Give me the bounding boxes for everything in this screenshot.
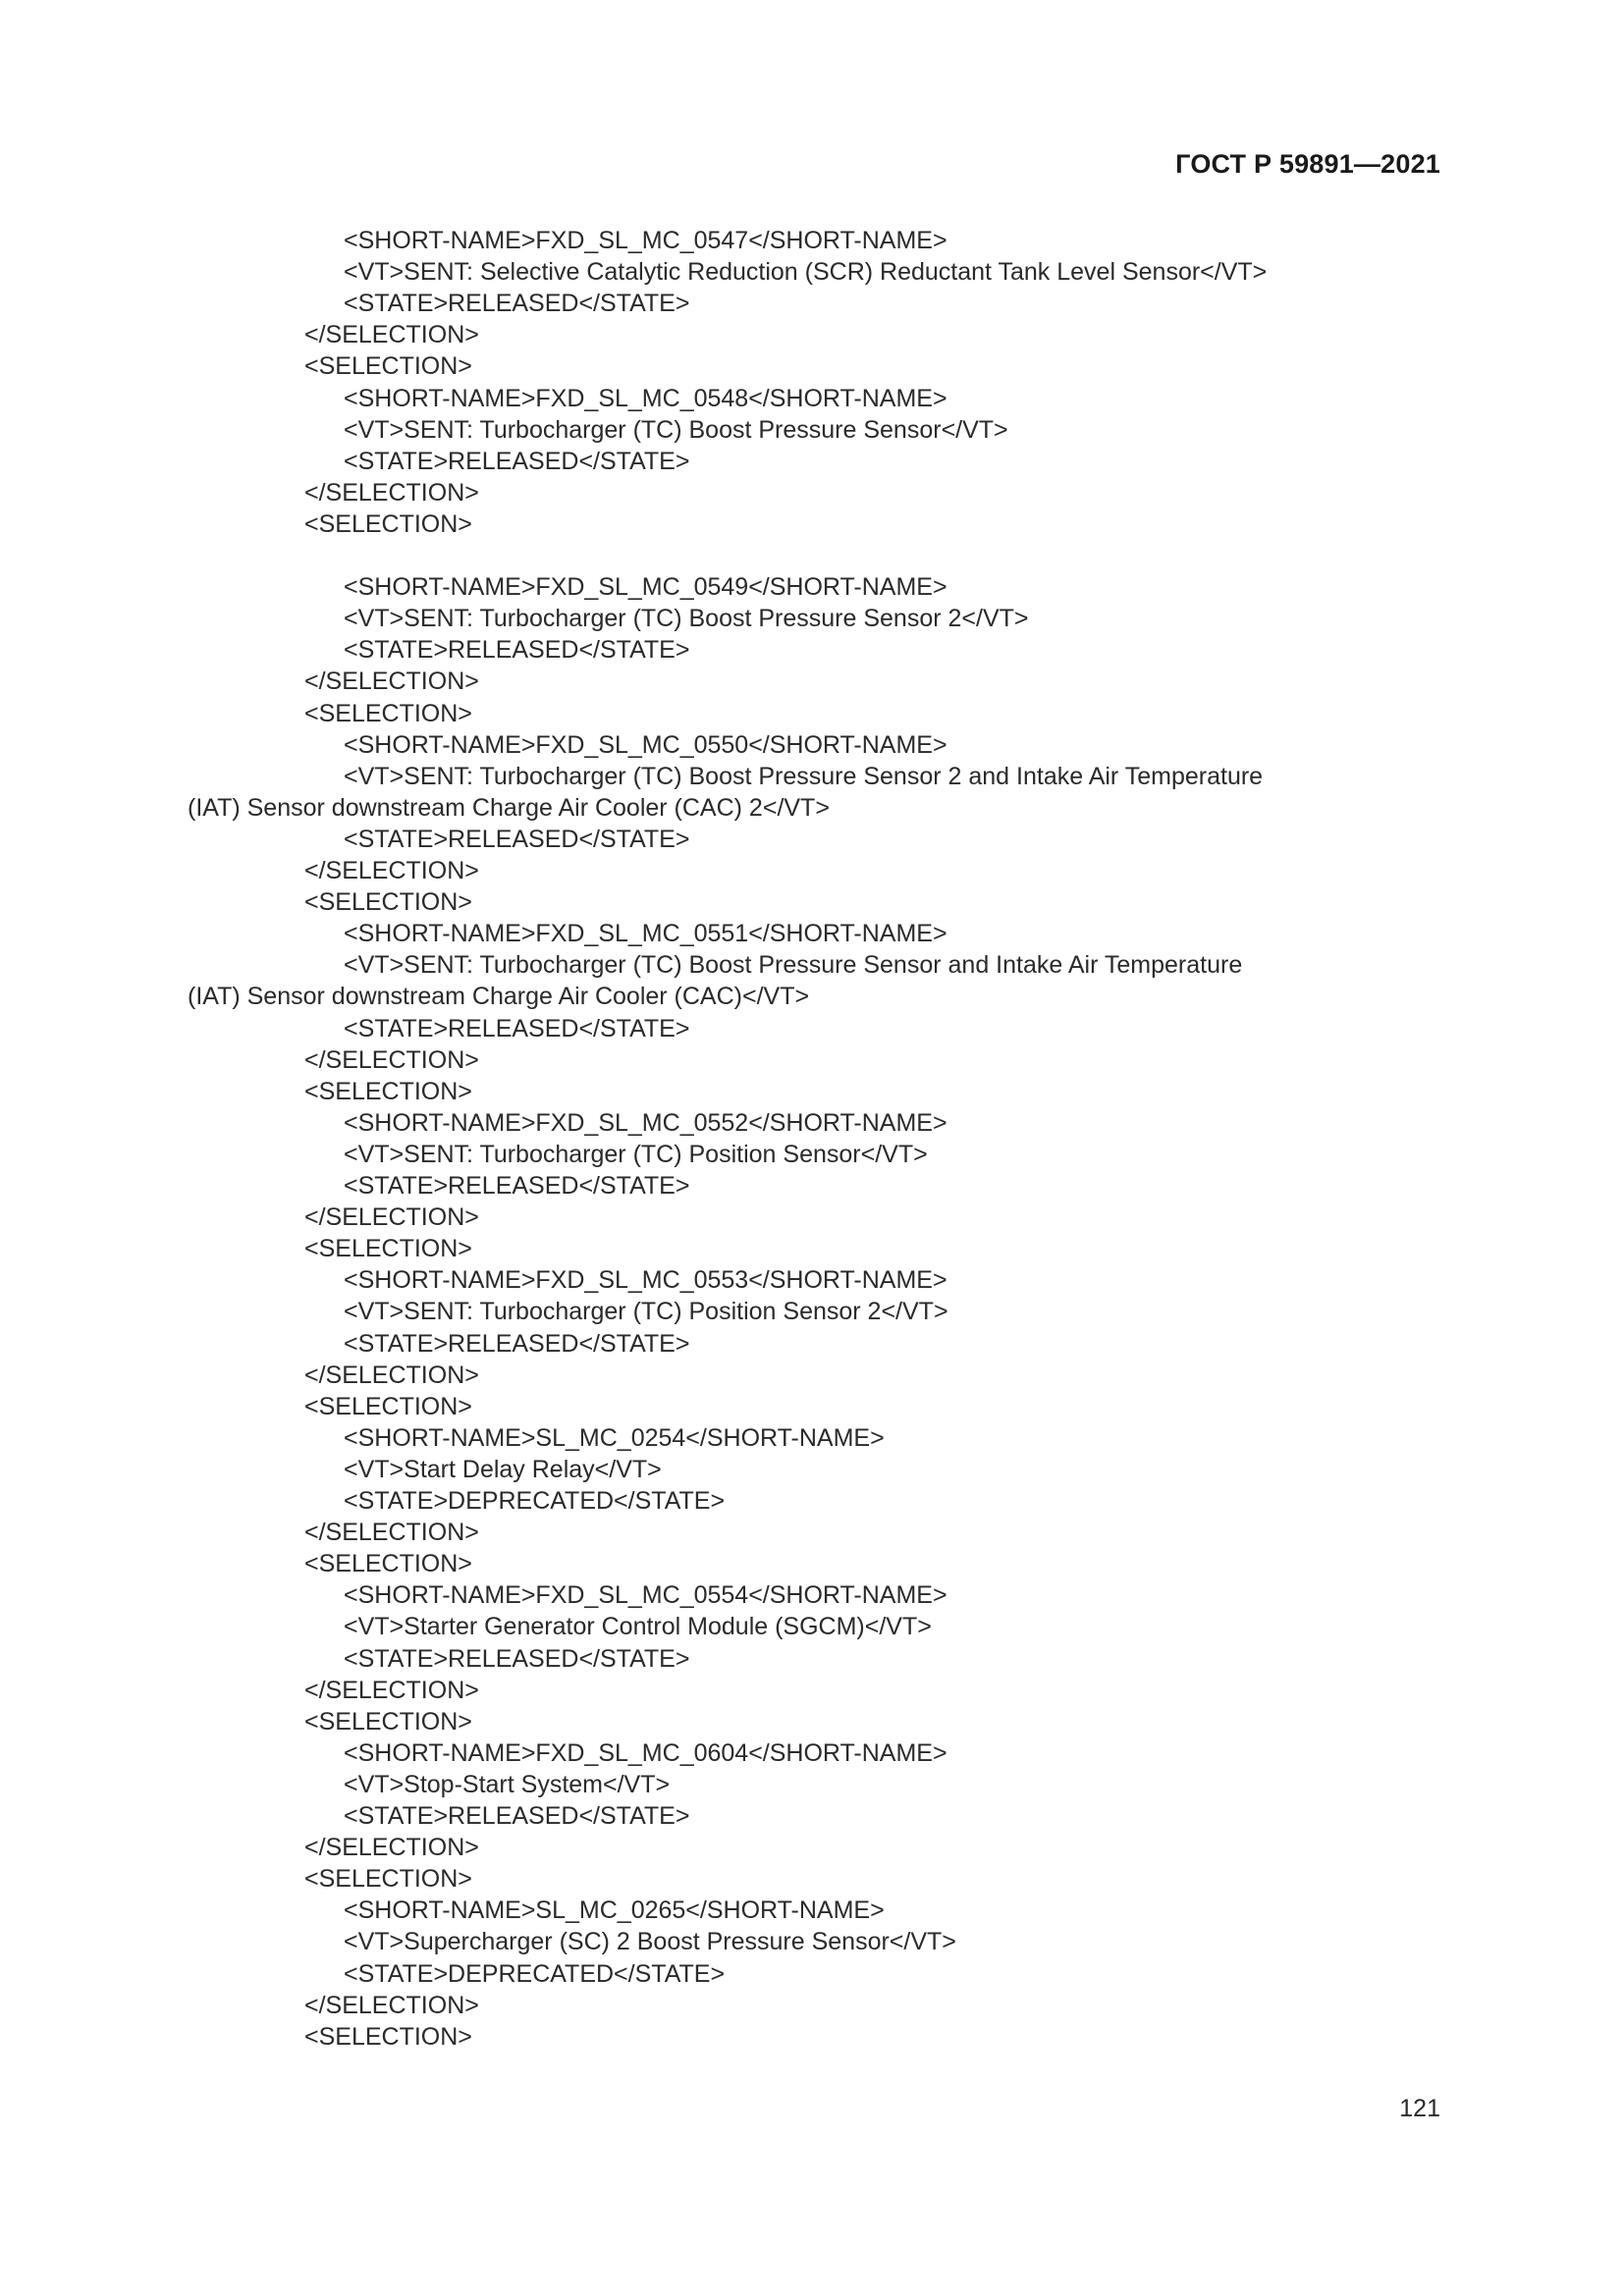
xml-line: <VT>Starter Generator Control Module (SGCM)</VT> bbox=[344, 1613, 932, 1640]
xml-line: <VT>SENT: Turbocharger (TC) Boost Pressure Sensor and Intake Air Temperature bbox=[344, 951, 1243, 979]
xml-line: <SHORT-NAME>FXD_SL_MC_0604</SHORT-NAME> bbox=[344, 1739, 947, 1767]
page-header-standard: ГОСТ Р 59891—2021 bbox=[1175, 149, 1440, 179]
xml-line: <SHORT-NAME>FXD_SL_MC_0550</SHORT-NAME> bbox=[344, 731, 947, 759]
xml-line: <SELECTION> bbox=[304, 1865, 472, 1893]
xml-line: <SHORT-NAME>FXD_SL_MC_0551</SHORT-NAME> bbox=[344, 920, 947, 947]
xml-line: <SELECTION> bbox=[304, 1235, 472, 1262]
xml-line: <VT>Start Delay Relay</VT> bbox=[344, 1456, 662, 1483]
xml-line: <STATE>RELEASED</STATE> bbox=[344, 1172, 690, 1200]
xml-line: </SELECTION> bbox=[304, 479, 479, 507]
xml-line: <STATE>RELEASED</STATE> bbox=[344, 1015, 690, 1042]
xml-line: <STATE>DEPRECATED</STATE> bbox=[344, 1960, 726, 1988]
xml-line: <VT>SENT: Turbocharger (TC) Boost Pressure Sensor 2 and Intake Air Temperature bbox=[344, 763, 1264, 790]
xml-line: <SELECTION> bbox=[304, 1078, 472, 1105]
xml-line: <STATE>RELEASED</STATE> bbox=[344, 1802, 690, 1830]
xml-line: <SHORT-NAME>FXD_SL_MC_0547</SHORT-NAME> bbox=[344, 227, 947, 254]
xml-line: <STATE>RELEASED</STATE> bbox=[344, 1645, 690, 1673]
xml-line: (IAT) Sensor downstream Charge Air Cooler (CAC) 2</VT> bbox=[188, 794, 830, 822]
xml-line: <STATE>RELEASED</STATE> bbox=[344, 1330, 690, 1358]
xml-line: <SHORT-NAME>FXD_SL_MC_0549</SHORT-NAME> bbox=[344, 573, 947, 601]
xml-line: <VT>SENT: Turbocharger (TC) Position Sensor</VT> bbox=[344, 1141, 928, 1168]
xml-line: <STATE>RELEASED</STATE> bbox=[344, 826, 690, 853]
xml-line: <SHORT-NAME>FXD_SL_MC_0552</SHORT-NAME> bbox=[344, 1109, 947, 1137]
xml-line: </SELECTION> bbox=[304, 1362, 479, 1389]
xml-line: <SELECTION> bbox=[304, 888, 472, 916]
xml-line: <SHORT-NAME>FXD_SL_MC_0554</SHORT-NAME> bbox=[344, 1581, 947, 1609]
xml-line: (IAT) Sensor downstream Charge Air Cooler (CAC)</VT> bbox=[188, 983, 810, 1010]
xml-line: <SHORT-NAME>FXD_SL_MC_0548</SHORT-NAME> bbox=[344, 385, 947, 412]
xml-line: <VT>SENT: Turbocharger (TC) Boost Pressure Sensor</VT> bbox=[344, 416, 1008, 444]
xml-line: </SELECTION> bbox=[304, 1519, 479, 1546]
xml-line: </SELECTION> bbox=[304, 1203, 479, 1231]
xml-line: </SELECTION> bbox=[304, 1046, 479, 1074]
xml-line: <SELECTION> bbox=[304, 1393, 472, 1420]
xml-line: <SELECTION> bbox=[304, 1708, 472, 1735]
xml-line: </SELECTION> bbox=[304, 667, 479, 695]
xml-line: <SELECTION> bbox=[304, 352, 472, 380]
xml-line: <STATE>DEPRECATED</STATE> bbox=[344, 1487, 726, 1515]
xml-line: </SELECTION> bbox=[304, 321, 479, 348]
xml-line: <SELECTION> bbox=[304, 2023, 472, 2051]
xml-line: <STATE>RELEASED</STATE> bbox=[344, 636, 690, 664]
page-number: 121 bbox=[1399, 2095, 1440, 2122]
xml-line: <VT>SENT: Selective Catalytic Reduction (SCR) Reductant Tank Level Sensor</VT> bbox=[344, 258, 1268, 286]
xml-line: </SELECTION> bbox=[304, 1992, 479, 2019]
xml-line: </SELECTION> bbox=[304, 1677, 479, 1704]
xml-line: <VT>Supercharger (SC) 2 Boost Pressure Sensor</VT> bbox=[344, 1928, 956, 1955]
xml-line: <VT>Stop-Start System</VT> bbox=[344, 1771, 671, 1798]
xml-line: <SELECTION> bbox=[304, 700, 472, 727]
xml-line: <SHORT-NAME>SL_MC_0254</SHORT-NAME> bbox=[344, 1424, 885, 1452]
xml-line: <SHORT-NAME>SL_MC_0265</SHORT-NAME> bbox=[344, 1896, 885, 1924]
xml-line: <SELECTION> bbox=[304, 510, 472, 538]
xml-line: <STATE>RELEASED</STATE> bbox=[344, 448, 690, 475]
xml-line: </SELECTION> bbox=[304, 1834, 479, 1861]
xml-line: <SELECTION> bbox=[304, 1550, 472, 1577]
xml-line: <SHORT-NAME>FXD_SL_MC_0553</SHORT-NAME> bbox=[344, 1266, 947, 1294]
xml-line: </SELECTION> bbox=[304, 857, 479, 884]
xml-line: <VT>SENT: Turbocharger (TC) Boost Pressure Sensor 2</VT> bbox=[344, 605, 1029, 632]
xml-line: <VT>SENT: Turbocharger (TC) Position Sensor 2</VT> bbox=[344, 1298, 948, 1325]
xml-line: <STATE>RELEASED</STATE> bbox=[344, 290, 690, 317]
